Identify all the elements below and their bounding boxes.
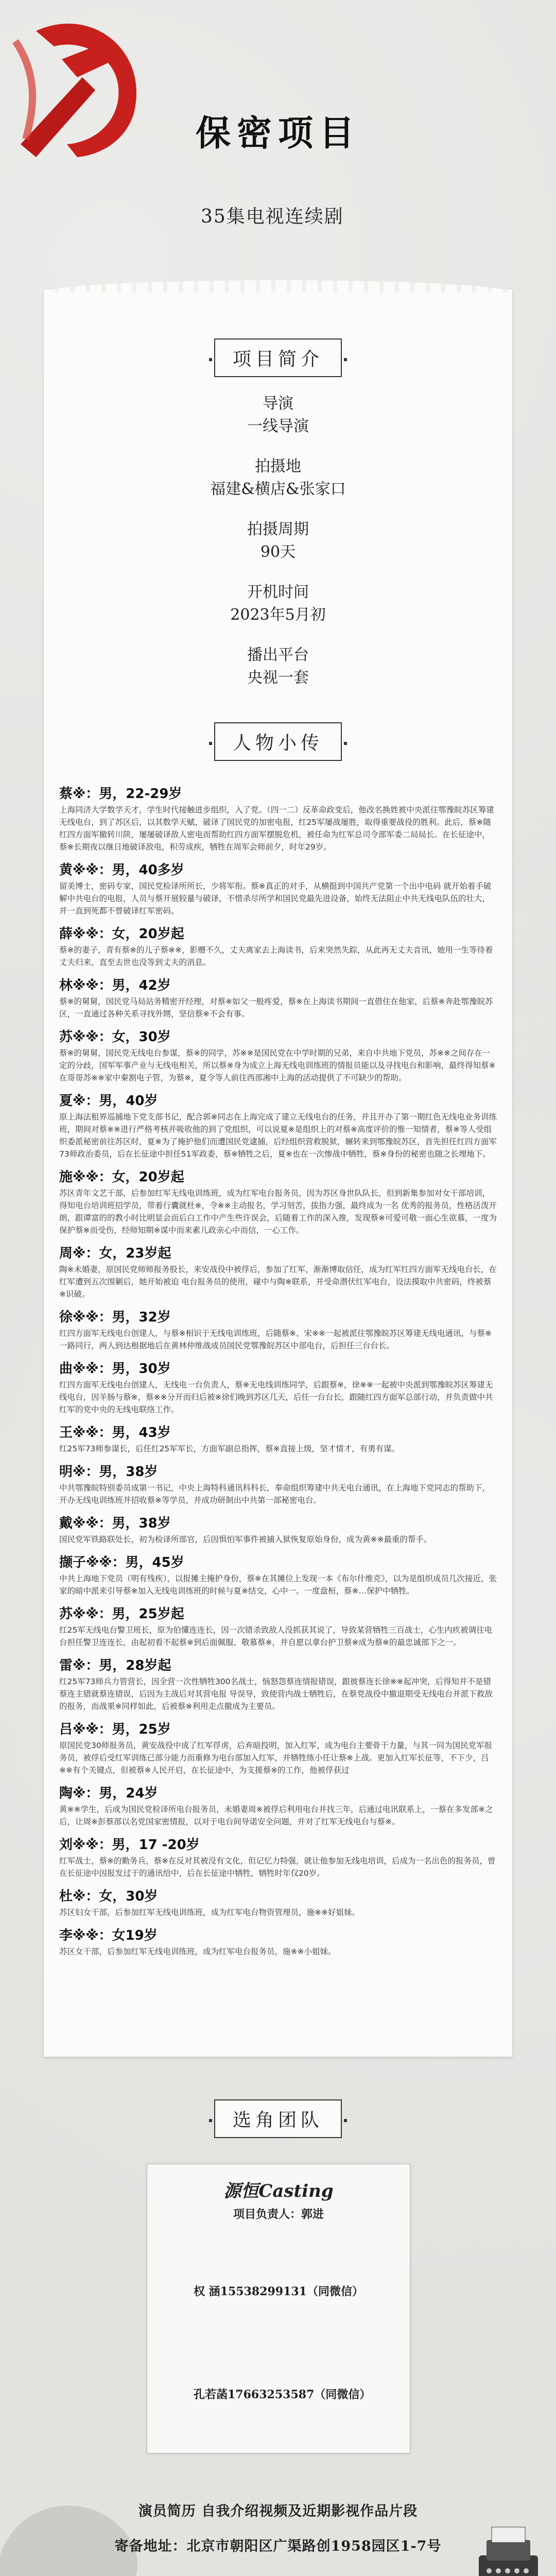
section-heading-bios: 人物小传 [214,722,342,761]
footer-line-1: 演员简历 自我介绍视频及近期影视作品片段 [138,2503,418,2519]
character-name: 吕※※：男，25岁 [59,1722,171,1737]
casting-contact-1[interactable]: 权 涵15538299131（同微信） [194,2285,364,2298]
paper-sheet [44,290,512,2057]
character-name: 陶※：男，24岁 [59,1786,158,1801]
character-desc: 中共上海地下党员（明有残疾），以报摊主掩护身份，蔡※在其摊位上发现一本《布尔什维克》，以为是组织成员几次接近，张家的暗中派来引导蔡※加入无线电训练班的时候与夏※结交，心中一。一度盘桓，蔡※…保护中牺牲。 [59,1574,497,1596]
casting-contact-2[interactable]: 孔若菡17663253587（同微信） [194,2388,371,2401]
intro-label: 播出平台 [247,646,309,664]
character-entry [59,1244,497,1300]
character-entry [59,1720,497,1776]
character-desc: 红四方面军无线电台创建人，与蔡※相识于无线电训练班，后随蔡※、宋※※一起被派往鄂豫皖苏区筹建无线电通讯，与蔡※一路同行，两人到达根据地后在黄林仲维战成员国民党鄂豫皖苏区中部电台，后担任三台台长。 [59,1329,492,1350]
character-desc: 留美博士，密码专家，国民党检译所所长，少将军衔。蔡※真正的对手，从横挺到中国共产党第一个出中电码 就开始着手破解中共电台的电报，人员与蔡开展较量与破译，不惜杀尽所学和国民党最先进设备，始终无法阻止中共无线电队伍的壮大，并一直到死都不曾破译红军密码。 [59,882,492,916]
character-name: 王※※：男，43岁 [59,1425,171,1440]
character-desc: 苏区女干部，后参加红军无线电训练班，成为红军电台报务员，施※※小姐妹。 [59,1947,336,1956]
character-name: 夏※：男，40岁 [59,1093,158,1109]
character-entry [59,1656,497,1713]
character-entry [59,1514,497,1546]
character-desc: 苏区青年文艺干部，后参加红军无线电训练班，成为红军电台报务员，因为苏区身世队队长，但到新集参加对女干部培训，得知电台培训班招学员，带着行囊就杜※，令※※主动报名，学习刻苦，拔指力强，最终成为一名 优秀的报务员，性格活泼开朗，跟谭富的的教小时比明显会而后白工作中产生些许误会，后随着工作的深入推，发现蔡※可爱可敬一面心生欲慕，一度为保护蔡※而受伤，经师知期※谋中而来素儿政亲心中而信，一心工作。 [59,1189,497,1235]
character-entry [59,1359,497,1416]
character-desc: 蔡※的妻子，青有蔡※的儿子蔡※※，影赠不久，丈夫离家去上海读书，后来突然失踪，从此再无丈夫音讯，她用一生等待着丈夫归来，直至去世也没等到丈夫的消息。 [59,945,493,967]
casting-lead: 项目负责人：郭进 [233,2208,324,2221]
character-name: 李※※：女19岁 [59,1928,158,1943]
character-entry [59,976,497,1020]
section-heading-intro: 项目简介 [214,338,342,377]
character-desc: 红25军73师参谋长，后任红25军军长，方面军副总指挥，蔡※直接上级，坚才情才，有勇有谋。 [59,1444,400,1453]
intro-value: 90天 [260,543,296,561]
character-desc: 陶※未婚妻，原国民党师师报务股长，来安战役中被俘后，参加了红军，渐渐博取信任，成为红军红四方面军无线电台长，在红军遭到五次围剿后，她开始被迫 电台报务员的使用，碰中与陶※联系，并受命潜伏红军电台，设法摸取中共密码，终被蔡※识破。 [59,1265,497,1299]
intro-item-start [44,581,512,626]
casting-card [147,2164,410,2453]
character-list [59,784,497,1965]
page-subtitle: 35集电视连续剧 [201,206,344,227]
character-entry [59,1167,497,1236]
character-name: 徐※※：男，32岁 [59,1310,171,1325]
intro-label: 开机时间 [247,583,309,601]
character-name: 撷子※※：男，45岁 [59,1555,184,1570]
character-desc: 黄※※学生，后成为国民党检译所电台报务员，未婚妻周※被俘后利用电台并找三年，后通过电讯联系上，一蔡在多发部※之后，让周※彭蔡部以名党国家密情报，以对于电台间导诺安全问题，并对了红军无线电台与蔡※。 [59,1805,493,1826]
character-entry [59,1423,497,1455]
intro-value: 央视一套 [247,669,309,687]
character-entry [59,784,497,853]
character-entry [59,1308,497,1352]
intro-label: 拍摄地 [255,457,301,476]
character-name: 雷※：男，28岁起 [59,1658,171,1673]
character-name: 周※：女，23岁起 [59,1246,171,1261]
page-title: 保密项目 [196,113,361,154]
character-entry [59,860,497,917]
character-entry [59,1027,497,1084]
character-name: 薛※※：女，20岁起 [59,926,184,942]
character-name: 施※※：女，20岁起 [59,1170,184,1185]
character-desc: 蔡※的舅舅，国民党无线电台参谋，蔡※的同学，苏※※是国民党在中学时期的兄弟，来自中共地下党员，苏※※之间存在一定的分歧，国军军事产业与无线电相关，所以蔡※身为成立上海无线电训练班的情报员能以及寻找电台和影响，最终得知蔡※在哥哥苏※※家中秦割电子管，为蔡※，夏令等人前往西部湘中上海的活动提供了不可缺少的帮助。 [59,1048,496,1082]
intro-value: 2023年5月初 [230,606,326,624]
intro-label: 导演 [263,395,293,413]
character-desc: 红25军73师兵力管营长，因全营一次性牺牲300名战士，恼怒怨蔡连情报错误，跟彼蔡连长徐※※起冲突，后得知并不是错蔡连主错就蔡连错误，后因为主战后对其营电报 导误导，致使营内战士牺牲后，在蔡党战役中撤退期受无线电台并派下救敌的报务，而战果※同样如此，后被蔡※利用走点撤成为主要员。 [59,1677,493,1711]
character-desc: 中共鄂豫皖特别委员成第一书记，中央上海特科通讯科科长，奉命组织筹建中共无电台通讯，在上海地下党同志的帮助下，开办无线电训练班并招收蔡※等学员，并成功研制出中共第一部秘密电台。 [59,1483,491,1505]
character-entry [59,1553,497,1597]
character-name: 明※：男，38岁 [59,1464,158,1480]
intro-value: 一线导演 [247,417,309,435]
character-name: 苏※※：女，30岁 [59,1029,171,1045]
character-name: 刘※※：男，17 -20岁 [59,1837,200,1853]
section-heading-casting: 选角团队 [214,2099,342,2138]
character-desc: 红军战士，蔡※的勤务兵，蔡※在反对其被没有文化，但记忆力特强，就让他参加无线电培训，后成为一名出色的报务员，曾在长征途中因报发过于的通讯给中，后在长征途中牺牲，牺牲时年仅20岁。 [59,1856,496,1878]
character-desc: 红四方面军无线电台创建人，无线电一台负责人，蔡※无电线训练同学，后跟蔡※，徐※※一起被中央派到鄂豫皖苏区筹建无线电台，因羊肠与蔡※，蔡※※分开而归后被※徐们晚到苏区几天，后任一台台长，跟随红四方面军总部行动，并负责做中共红军的党中央的无线电联络工作。 [59,1380,493,1414]
intro-value: 福建&横店&张家口 [210,480,346,498]
character-entry [59,1784,497,1828]
character-desc: 上海同济大学数学天才，学生时代接触进步组织，入了党。（四一二）反革命政变后，他改名换姓被中央派往鄂豫皖苏区筹建无线电台，到了苏区后，以其数学天赋，破译了国民党的加密电报，红25军屡战屡胜，取得重要战役的胜利。此后，蔡※随红四方面军撤转川陕，屡屡破译敌人密电而帮助红四方面军摆脱危机，被任命为红军总司令部军委二局局长。在长征途中，蔡※长期夜以继日地破译敌电，积劳成疾，牺牲在周军会师前夕，时年29岁。 [59,805,494,852]
character-name: 戴※※：男，38岁 [59,1516,171,1531]
character-desc: 红25军无线电台警卫班长，原为伯懂连连长，因一次错杀致敌人没抓获其说了，导致某营牺牲三百战士，心生内疚被调往电台担任警卫连连长，由起初看不起蔡※到后面佩服、敬慕蔡※，并自愿以拿台护卫蔡※成为蔡※的最忠诚部下之一。 [59,1625,493,1647]
footer-address: 寄备地址：北京市朝阳区广渠路创1958园区1-7号 [114,2538,442,2554]
intro-list [44,393,512,707]
character-entry [59,924,497,969]
character-desc: 蔡※的舅舅，国民党马局站务精密开经理，对蔡※如父一般疼爱，蔡※在上海读书期间一直借住在他家，后蔡※奔赴鄂豫皖苏区，一直通过各种关系寻找外甥，坚信蔡※不会有事。 [59,997,493,1019]
casting-logo: 源恒Casting [223,2181,334,2201]
character-desc: 国民党军铁路联处长，初为检译所部官，后因惧怕军事件被捕入狱恢复原始身份，成为黄※※最重的帮手。 [59,1535,432,1544]
character-desc: 原上海法租界巡捕地下党支部书记，配合郭※同志在上海完成了建立无线电台的任务，并且开办了第一期红色无线电业务训练班，期间对蔡※※进行严格考核并吸收他的到了党组织，可以说夏※是组织上的对蔡※高度评价的惟一知情者，蔡※等人受组织委派秘密前往苏区时，夏※为了掩护他们而遭国民党逮捕，后经组织营救脱狱，辗转来到鄂豫皖苏区，首先担任红四方面军73师政治委员，后在长征途中担任51军政委，蔡※牺牲之后，夏※也在一次惨战中牺牲，蔡※身份的秘密也随之长埋地下。 [59,1112,497,1159]
hammer-sickle-icon [5,10,160,165]
character-entry [59,1604,497,1649]
character-name: 林※※：男，42岁 [59,978,171,993]
character-name: 杜※：女，30岁 [59,1889,158,1904]
character-entry [59,1835,497,1879]
character-desc: 原国民党30师报务员，黄安战役中成了红军俘虏，后弃暗投明，加入红军，成为电台主要骨干力量，与其一同为国民党军报务员，被俘后受红军训练已部分能力而重修为电台部加入红军，并牺牲练小任让蔡※上战。更加入红军长征等，不下少，吕※※有个关键点，但被蔡※人民开启，在长征途中，为支援蔡※的工作，他被俘获过 [59,1741,493,1775]
character-name: 蔡※：男，22-29岁 [59,786,182,802]
character-entry [59,1091,497,1160]
character-name: 曲※※：男，30岁 [59,1361,171,1377]
ink-splash-decoration [0,2473,149,2576]
intro-item-director [44,393,512,438]
character-name: 黄※※：男，40多岁 [59,862,184,878]
character-entry [59,1926,497,1958]
intro-item-location [44,455,512,501]
character-desc: 苏区妇女干部，后参加红军无线电训练班，成为红军电台物资管理员，施※※好姐妹。 [59,1908,360,1917]
intro-item-platform [44,644,512,689]
intro-item-period [44,518,512,564]
character-name: 苏※※：男，25岁起 [59,1606,184,1622]
character-entry [59,1887,497,1919]
character-entry [59,1462,497,1506]
intro-label: 拍摄周期 [247,520,309,538]
typewriter-icon [468,2519,546,2576]
